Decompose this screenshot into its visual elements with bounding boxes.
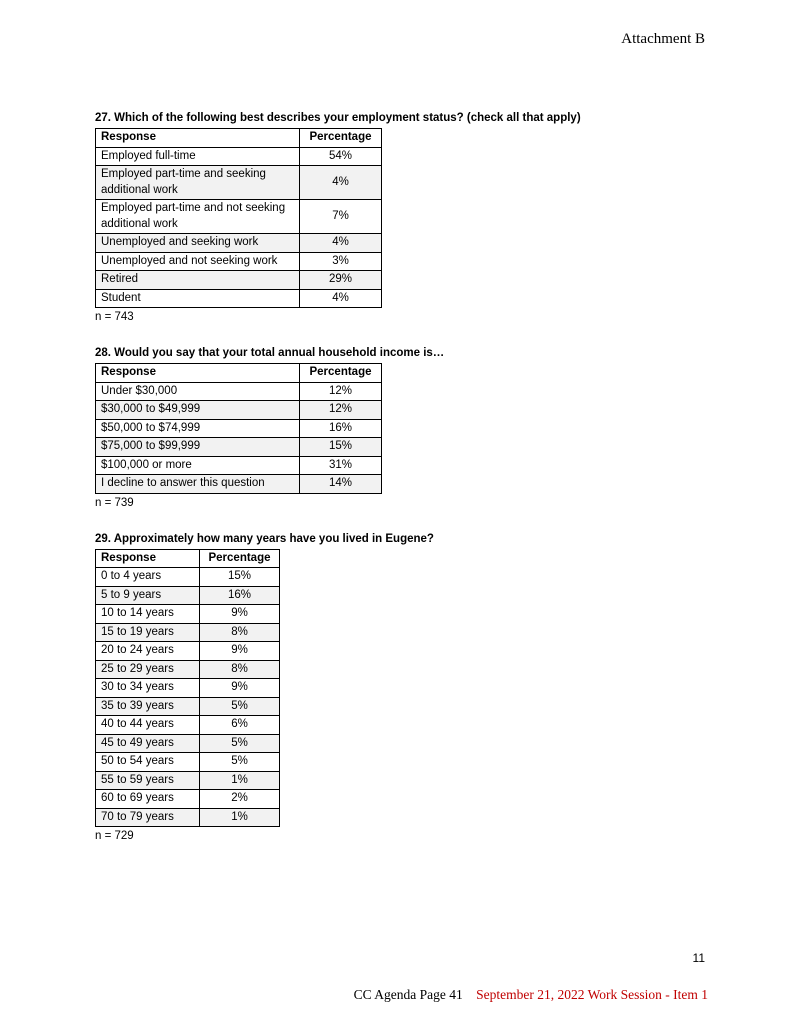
response-cell: $50,000 to $74,999 — [96, 419, 300, 438]
column-header: Response — [96, 549, 200, 568]
table-row — [96, 234, 382, 253]
question-27-section — [95, 112, 710, 323]
page-footer — [354, 987, 708, 1003]
table-row — [96, 716, 280, 735]
percentage-cell: 9% — [200, 642, 280, 661]
table-row — [96, 753, 280, 772]
question-29-section — [95, 533, 710, 843]
response-cell: 35 to 39 years — [96, 697, 200, 716]
table-row — [96, 586, 280, 605]
table-row — [96, 166, 382, 200]
percentage-cell: 15% — [200, 568, 280, 587]
response-cell: 70 to 79 years — [96, 808, 200, 827]
question-29-title: 29. Approximately how many years have you lived in Eugene? — [95, 532, 434, 545]
percentage-cell: 2% — [200, 790, 280, 809]
question-28-title: 28. Would you say that your total annual household income is… — [95, 347, 445, 359]
percentage-cell: 8% — [200, 623, 280, 642]
table-row — [96, 697, 280, 716]
years-in-eugene-table — [95, 549, 280, 828]
table-row — [96, 438, 382, 457]
question-28-section — [95, 347, 710, 509]
response-cell: 30 to 34 years — [96, 679, 200, 698]
percentage-cell: 6% — [200, 716, 280, 735]
column-header: Percentage — [300, 129, 382, 148]
percentage-cell: 8% — [200, 660, 280, 679]
percentage-cell: 12% — [300, 382, 382, 401]
table-row — [96, 642, 280, 661]
table-header-row — [96, 549, 280, 568]
percentage-cell: 31% — [300, 456, 382, 475]
question-28-sample-size: n = 739 — [95, 496, 134, 509]
page-content — [95, 112, 710, 866]
percentage-cell: 4% — [300, 166, 382, 200]
table-row — [96, 790, 280, 809]
percentage-cell: 9% — [200, 679, 280, 698]
response-cell: Student — [96, 289, 300, 308]
response-cell: 45 to 49 years — [96, 734, 200, 753]
percentage-cell: 14% — [300, 475, 382, 494]
table-row — [96, 660, 280, 679]
table-row — [96, 475, 382, 494]
question-27-sample-size: n = 743 — [95, 311, 134, 323]
table-row — [96, 679, 280, 698]
table-row — [96, 252, 382, 271]
table-row — [96, 382, 382, 401]
response-cell: Employed part-time and not seeking additional work — [96, 200, 300, 234]
response-cell: 55 to 59 years — [96, 771, 200, 790]
footer-session-text: September 21, 2022 Work Session - Item 1 — [476, 987, 708, 1002]
table-row — [96, 289, 382, 308]
table-row — [96, 568, 280, 587]
percentage-cell: 15% — [300, 438, 382, 457]
table-row — [96, 456, 382, 475]
response-cell: $100,000 or more — [96, 456, 300, 475]
response-cell: 25 to 29 years — [96, 660, 200, 679]
response-cell: Under $30,000 — [96, 382, 300, 401]
response-cell: Unemployed and not seeking work — [96, 252, 300, 271]
response-cell: 15 to 19 years — [96, 623, 200, 642]
percentage-cell: 5% — [200, 697, 280, 716]
response-cell: 0 to 4 years — [96, 568, 200, 587]
attachment-label: Attachment B — [621, 31, 705, 47]
percentage-cell: 1% — [200, 808, 280, 827]
percentage-cell: 12% — [300, 401, 382, 420]
percentage-cell: 16% — [300, 419, 382, 438]
table-row — [96, 623, 280, 642]
response-cell: 50 to 54 years — [96, 753, 200, 772]
percentage-cell: 54% — [300, 147, 382, 166]
percentage-cell: 7% — [300, 200, 382, 234]
table-header-row — [96, 364, 382, 383]
column-header: Response — [96, 364, 300, 383]
response-cell: Employed part-time and seeking additional work — [96, 166, 300, 200]
column-header: Percentage — [200, 549, 280, 568]
employment-status-table — [95, 128, 382, 308]
table-row — [96, 200, 382, 234]
percentage-cell: 3% — [300, 252, 382, 271]
table-row — [96, 605, 280, 624]
table-row — [96, 734, 280, 753]
household-income-table — [95, 363, 382, 494]
table-row — [96, 808, 280, 827]
table-row — [96, 147, 382, 166]
percentage-cell: 5% — [200, 753, 280, 772]
response-cell: I decline to answer this question — [96, 475, 300, 494]
question-27-title: 27. Which of the following best describes your employment status? (check all that apply) — [95, 112, 581, 124]
response-cell: Unemployed and seeking work — [96, 234, 300, 253]
response-cell: Retired — [96, 271, 300, 290]
response-cell: 10 to 14 years — [96, 605, 200, 624]
footer-agenda-text: CC Agenda Page 41 — [353, 987, 463, 1002]
response-cell: 20 to 24 years — [96, 642, 200, 661]
percentage-cell: 5% — [200, 734, 280, 753]
table-row — [96, 419, 382, 438]
page-header — [621, 31, 705, 48]
percentage-cell: 4% — [300, 234, 382, 253]
response-cell: 40 to 44 years — [96, 716, 200, 735]
percentage-cell: 9% — [200, 605, 280, 624]
percentage-cell: 4% — [300, 289, 382, 308]
response-cell: $75,000 to $99,999 — [96, 438, 300, 457]
table-row — [96, 271, 382, 290]
percentage-cell: 29% — [300, 271, 382, 290]
column-header: Response — [96, 129, 300, 148]
response-cell: Employed full-time — [96, 147, 300, 166]
response-cell: 60 to 69 years — [96, 790, 200, 809]
question-29-sample-size: n = 729 — [95, 830, 134, 842]
table-row — [96, 771, 280, 790]
response-cell: 5 to 9 years — [96, 586, 200, 605]
column-header: Percentage — [300, 364, 382, 383]
response-cell: $30,000 to $49,999 — [96, 401, 300, 420]
table-row — [96, 401, 382, 420]
percentage-cell: 16% — [200, 586, 280, 605]
percentage-cell: 1% — [200, 771, 280, 790]
page-number: 11 — [692, 951, 705, 965]
table-header-row — [96, 129, 382, 148]
